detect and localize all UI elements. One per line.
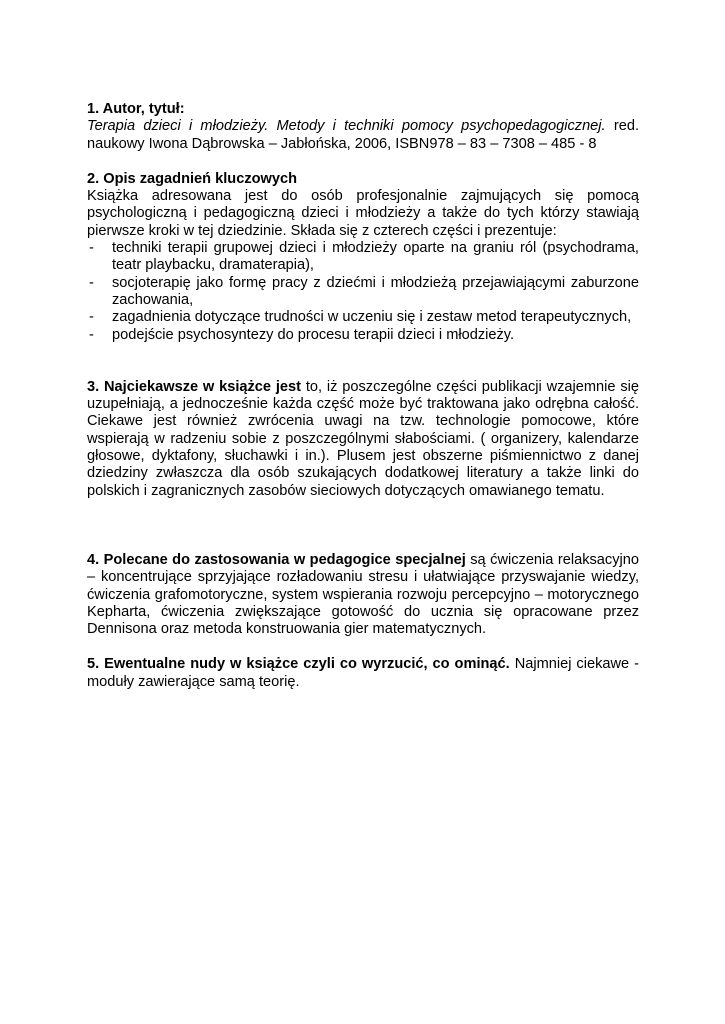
- list-item: [87, 309, 639, 326]
- section-1-body: [87, 118, 639, 153]
- section-boring-parts: [87, 656, 639, 691]
- list-item: [87, 275, 639, 310]
- section-4-text: są ćwiczenia relaksacyjno – koncentrujące sprzyjające rozładowaniu stresu i ułatwiające przyswajanie wiedzy, ćwiczenia grafomotoryczne, system wspierania rozwoju percepcyjno – motorycznego Kepharta, ćwiczenia zwiększające gotowość do ucznia się opracowane przez Dennisona oraz metoda konstruowania gier matematycznych.: [87, 551, 639, 638]
- book-details: red. naukowy Iwona Dąbrowska – Jabłońska, 2006, ISBN978 – 83 – 7308 – 485 - 8: [87, 118, 640, 152]
- topics-list: [87, 240, 639, 344]
- section-2-intro: Książka adresowana jest do osób profesjonalnie zajmujących się pomocą psychologiczną i pedagogiczną dzieci i młodzieży a także do tych którzy stawiają pierwsze kroki w tej dziedzinie. Składa się z czterech części i prezentuje:: [87, 188, 639, 239]
- section-3-text: to, iż poszczególne części publikacji wzajemnie się uzupełniają, a jednocześnie każda część może być traktowana jako odrębna całość. Ciekawe jest również zwrócenia uwagi na tzw. technologie pomocowe, które wspierają w radzeniu sobie z poszczególnymi słabościami. ( organizery, kalendarze głosowe, dyktafony, słuchawki i in.). Plusem jest obszerne piśmiennictwo z danej dziedziny zwłaszcza dla osób szukających dodatkowej literatury a także linki do polskich i zagranicznych zasobów sieciowych dotyczących omawianego tematu.: [87, 378, 639, 499]
- section-author-title: [87, 101, 639, 153]
- book-title: Terapia dzieci i młodzieży. Metody i techniki pomocy psychopedagogicznej.: [87, 118, 606, 135]
- section-1-heading: 1. Autor, tytuł:: [87, 101, 185, 117]
- section-recommended: [87, 552, 639, 638]
- section-2-heading: 2. Opis zagadnień kluczowych: [87, 170, 298, 187]
- section-most-interesting: [87, 379, 639, 500]
- list-dash: -: [89, 309, 94, 326]
- section-3-heading: 3. Najciekawsze w książce jest: [87, 378, 302, 395]
- section-5-text: Najmniej ciekawe - moduły zawierające samą teorię.: [87, 656, 639, 690]
- list-item-text: zagadnienia dotyczące trudności w uczeniu się i zestaw metod terapeutycznych,: [112, 309, 632, 326]
- list-dash: -: [89, 240, 94, 257]
- section-4-heading: 4. Polecane do zastosowania w pedagogice specjalnej: [87, 551, 466, 568]
- list-dash: -: [89, 274, 94, 291]
- list-item-text: techniki terapii grupowej dzieci i młodzieży oparte na graniu ról (psychodrama, teatr playbacku, dramaterapia),: [112, 240, 639, 274]
- list-item-text: socjoterapię jako formę pracy z dziećmi i młodzieżą przejawiającymi zaburzone zachowania,: [112, 274, 639, 308]
- list-item: [87, 327, 639, 344]
- list-dash: -: [89, 326, 94, 343]
- list-item: [87, 240, 639, 275]
- list-item-text: podejście psychosyntezy do procesu terapii dzieci i młodzieży.: [112, 326, 515, 343]
- section-5-heading: 5. Ewentualne nudy w książce czyli co wyrzucić, co ominąć.: [87, 656, 510, 673]
- document-page: [87, 101, 639, 691]
- section-key-topics: [87, 171, 639, 344]
